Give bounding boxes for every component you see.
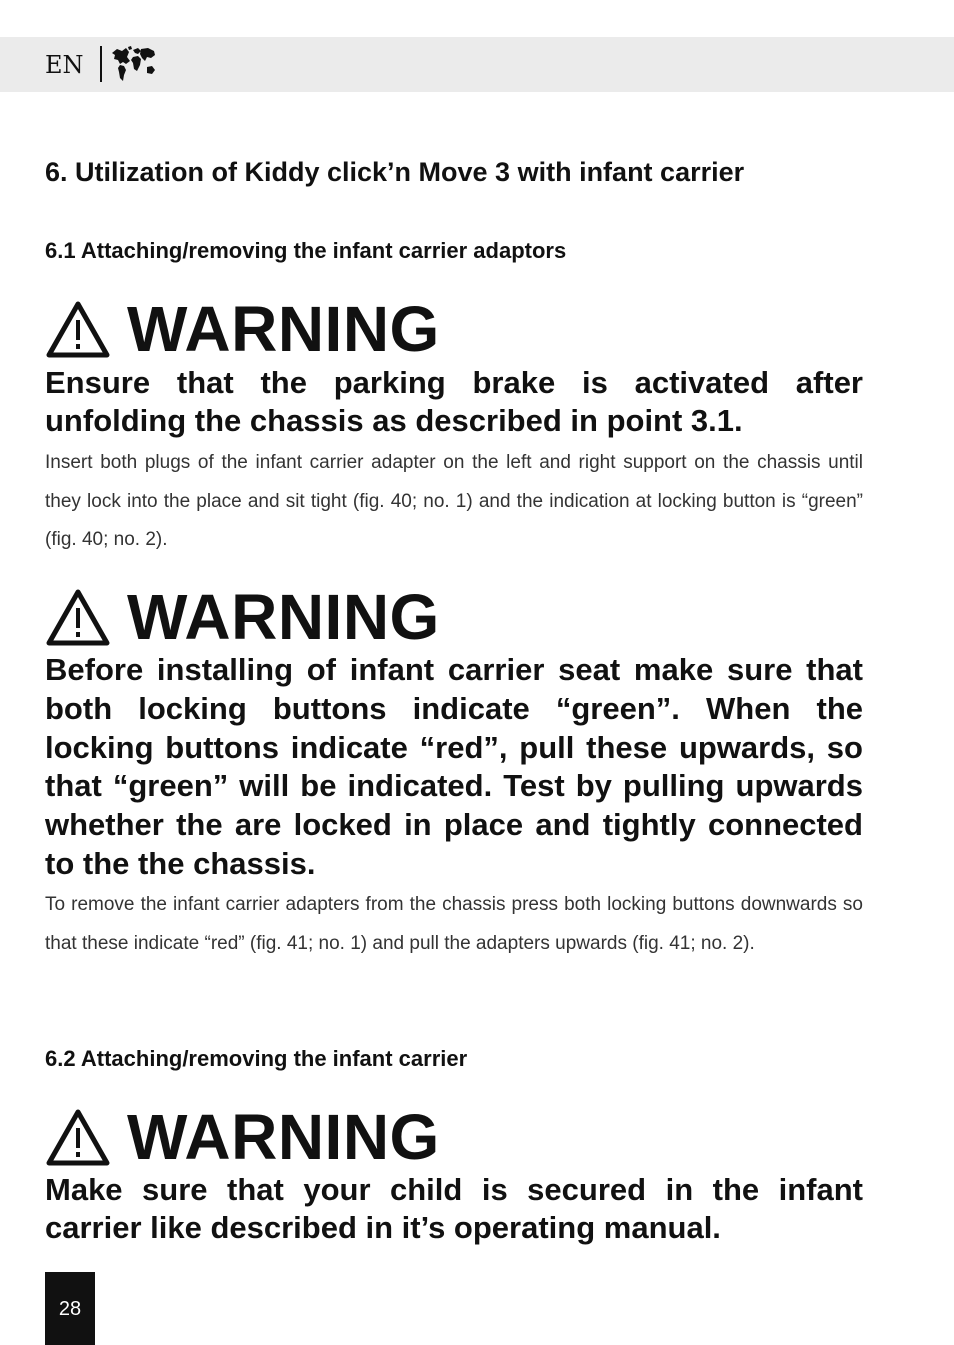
warning-heading-child-secured: Make sure that your child is secured in the infant carrier like described in it’s operating manual.	[45, 1172, 863, 1245]
warning-banner-3	[45, 1101, 905, 1175]
world-map-icon	[109, 45, 157, 85]
section-title: 6. Utilization of Kiddy click’n Move 3 with infant carrier	[45, 157, 745, 187]
warning-label: WARNING	[127, 1101, 440, 1173]
instruction-text-remove-adapters: To remove the infant carrier adapters from the chassis press both locking buttons downwards so that these indicate “red” (fig. 41; no. 1) and pull the adapters upwards (fig. 41; no. 2).	[45, 894, 863, 954]
subsection-title-adaptors: 6.1 Attaching/removing the infant carrier adaptors	[45, 238, 567, 263]
warning-triangle-icon	[45, 300, 111, 360]
subsection-title-infant-carrier: 6.2 Attaching/removing the infant carrier	[45, 1046, 468, 1071]
header-divider	[100, 46, 102, 82]
warning-banner-1	[45, 293, 905, 367]
warning-triangle-icon	[45, 588, 111, 648]
warning-label: WARNING	[127, 293, 440, 365]
warning-label: WARNING	[127, 581, 440, 653]
instruction-text-attach-adapters: Insert both plugs of the infant carrier adapter on the left and right support on the chassis until they lock into the place and sit tight (fig. 40; no. 1) and the indication at locking button is “green” (fig. 40; no. 2).	[45, 452, 863, 550]
warning-heading-locking-buttons: Before installing of infant carrier seat make sure that both locking buttons indicate “green”. When the locking buttons indicate “red”, pull these upwards, so that “green” will be indicated. Test by pulling upwards whether the are locked in place and tightly connected to the the chassis.	[45, 652, 863, 881]
warning-heading-parking-brake: Ensure that the parking brake is activated after unfolding the chassis as described in point 3.1.	[45, 365, 863, 438]
warning-banner-2	[45, 581, 905, 655]
warning-triangle-icon	[45, 1108, 111, 1168]
language-code: EN	[45, 51, 84, 79]
page-number: 28	[58, 1298, 82, 1320]
page-number-box	[45, 1272, 95, 1345]
